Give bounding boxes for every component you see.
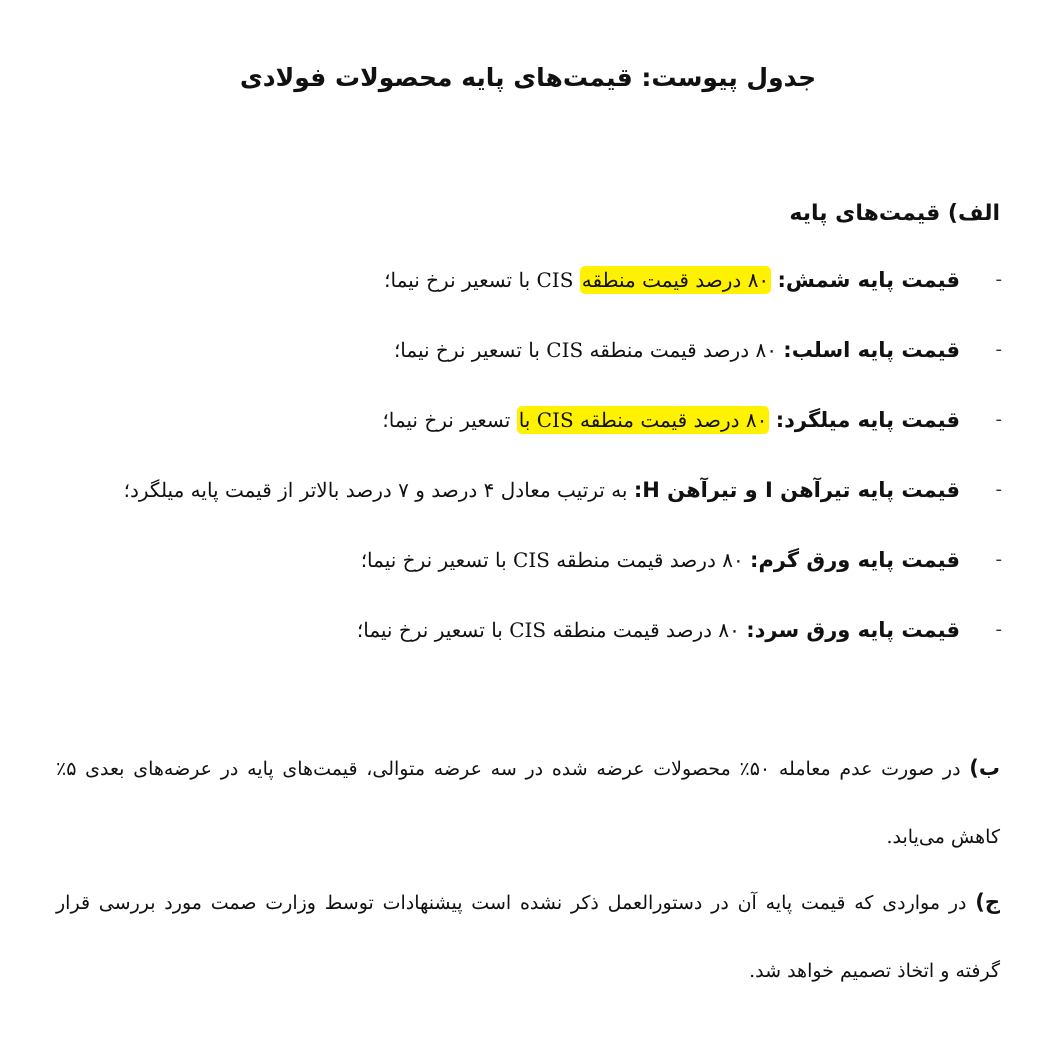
item-description xyxy=(382,406,769,434)
bullet-dash: - xyxy=(995,269,1002,290)
item-label: قیمت پایه شمش: xyxy=(777,268,960,292)
list-item-slab xyxy=(50,328,1002,398)
bullet-dash: - xyxy=(995,479,1002,500)
list-item-ingot xyxy=(50,258,1002,328)
section-jim-paragraph xyxy=(56,868,1000,1005)
base-price-list xyxy=(50,258,1002,678)
item-label: قیمت پایه ورق گرم: xyxy=(750,548,960,572)
description-rest: ۸۰ درصد قیمت منطقه CIS با تسعیر نرخ نیما؛ xyxy=(356,618,740,642)
section-jim-text: در مواردی که قیمت پایه آن در دستورالعمل ذکر نشده است پیشنهادات توسط وزارت صمت مورد بررسی قرار گرفته و اتخاذ تصمیم خواهد شد. xyxy=(56,892,1000,982)
highlighted-text: ۸۰ درصد قیمت منطقه xyxy=(581,268,770,292)
item-description xyxy=(394,338,777,362)
list-item-beams xyxy=(50,468,1002,538)
description-rest: ۸۰ درصد قیمت منطقه CIS با تسعیر نرخ نیما؛ xyxy=(360,548,744,572)
item-description xyxy=(361,548,744,572)
bullet-dash: - xyxy=(995,409,1002,430)
highlighted-text: ۸۰ درصد قیمت منطقه CIS با xyxy=(518,408,768,432)
list-item-hot-sheet xyxy=(50,538,1002,608)
list-item-rebar xyxy=(50,398,1002,468)
item-description xyxy=(357,618,740,642)
item-label: قیمت پایه اسلب: xyxy=(783,338,960,362)
item-label: قیمت پایه ورق سرد: xyxy=(746,618,960,642)
document-title: جدول پیوست: قیمت‌های پایه محصولات فولادی xyxy=(239,63,817,92)
description-rest: CIS با تسعیر نرخ نیما؛ xyxy=(384,268,580,292)
bullet-dash: - xyxy=(995,339,1002,360)
section-alef-heading: الف) قیمت‌های پایه xyxy=(789,201,1000,226)
section-be-marker: ب) xyxy=(969,756,1000,780)
item-label: قیمت پایه تیرآهن I و تیرآهن H: xyxy=(633,478,960,502)
item-description xyxy=(124,478,628,502)
section-jim-marker: ج) xyxy=(975,890,1000,914)
section-be-paragraph xyxy=(56,734,1000,871)
bullet-dash: - xyxy=(995,549,1002,570)
description-rest: به ترتیب معادل ۴ درصد و ۷ درصد بالاتر از قیمت پایه میلگرد؛ xyxy=(123,478,628,502)
section-be-text: در صورت عدم معامله ۵۰٪ محصولات عرضه شده در سه عرضه متوالی، قیمت‌های پایه در عرضه‌های بعدی ۵٪ کاهش می‌یابد. xyxy=(56,758,1000,848)
item-description xyxy=(384,266,771,294)
description-rest: تسعیر نرخ نیما؛ xyxy=(382,408,517,432)
description-rest: ۸۰ درصد قیمت منطقه CIS با تسعیر نرخ نیما؛ xyxy=(393,338,777,362)
list-item-cold-sheet xyxy=(50,608,1002,678)
bullet-dash: - xyxy=(995,619,1002,640)
item-label: قیمت پایه میلگرد: xyxy=(775,408,960,432)
